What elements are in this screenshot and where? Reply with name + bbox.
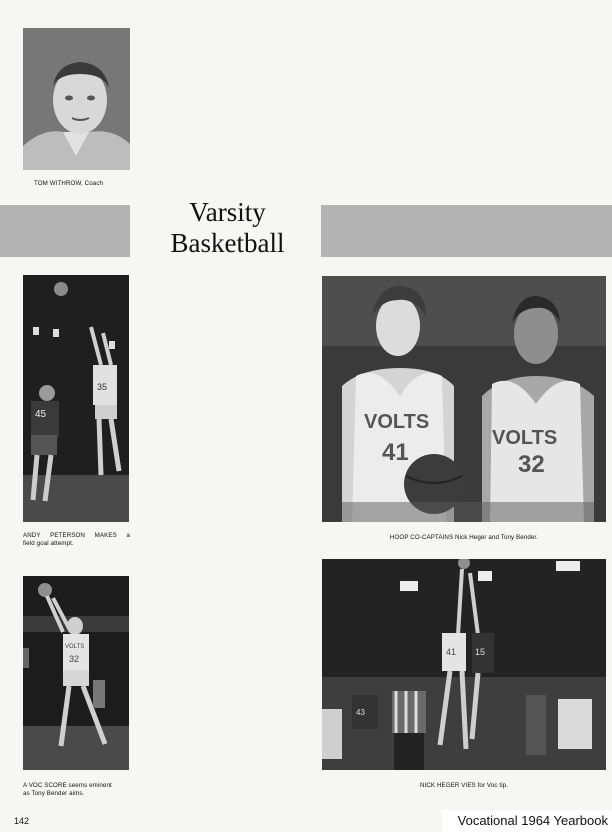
heger-number-43: 43 (356, 708, 365, 717)
title-line-1: Varsity (189, 197, 266, 227)
coach-caption: TOM WITHROW, Coach (34, 180, 104, 187)
peterson-jersey-45: 45 (35, 409, 47, 420)
heger-number-15: 15 (475, 647, 486, 657)
right-band (321, 205, 612, 257)
heger-tip-caption: NICK HEGER VIES for Voc tip. (419, 782, 509, 789)
heger-tip-photo (322, 559, 606, 770)
captains-caption: HOOP CO-CAPTAINS Nick Heger and Tony Bender. (389, 534, 539, 541)
title-line-2: Basketball (170, 228, 285, 258)
captains-photo (322, 276, 606, 522)
peterson-caption-line-2: field goal attempt. (23, 539, 74, 547)
section-title (150, 197, 305, 259)
captains-team-left: VOLTS (364, 411, 430, 433)
source-label: Vocational 1964 Yearbook (442, 810, 612, 832)
peterson-photo (23, 275, 129, 522)
voc-team: VOLTS (65, 644, 85, 650)
voc-score-photo (23, 576, 129, 770)
heger-number-41: 41 (446, 647, 457, 657)
coach-photo (23, 28, 130, 170)
peterson-caption (23, 532, 130, 547)
voc-caption-line-1: A VOC SCORE seems eminent (23, 782, 112, 789)
voc-score-caption (23, 782, 130, 797)
page-number: 142 (14, 816, 30, 826)
peterson-jersey-35: 35 (97, 382, 108, 392)
captains-number-right: 32 (518, 451, 545, 478)
captains-number-left: 41 (382, 439, 409, 466)
peterson-caption-line-1: ANDY PETERSON MAKES a (23, 532, 130, 539)
captains-team-right: VOLTS (492, 427, 558, 449)
voc-caption-line-2: as Tony Bender aims. (23, 789, 85, 797)
voc-number: 32 (69, 654, 80, 664)
left-band (0, 205, 130, 257)
